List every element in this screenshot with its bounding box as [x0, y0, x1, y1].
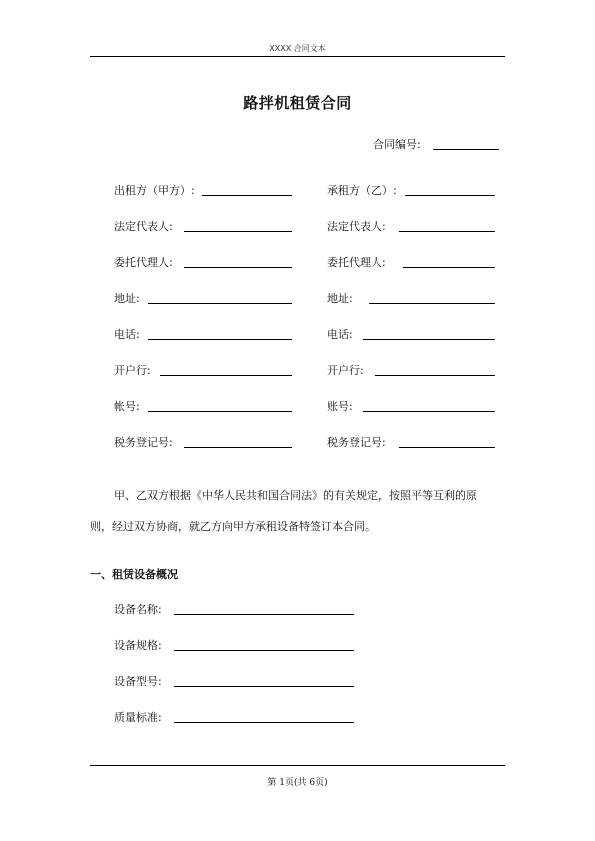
- lessor-address-field[interactable]: [148, 303, 292, 304]
- lessee-tax-no-field[interactable]: [399, 447, 495, 448]
- lessor-legal-rep-label: 法定代表人:: [114, 220, 173, 233]
- lessor-name-label: 出租方（甲方）:: [114, 184, 195, 197]
- lessor-legal-rep-field[interactable]: [184, 231, 292, 232]
- lessor-account-field[interactable]: [148, 411, 292, 412]
- lessee-legal-rep-field[interactable]: [399, 231, 495, 232]
- lessee-address-label: 地址:: [327, 292, 353, 305]
- lessor-bank-field[interactable]: [160, 375, 292, 376]
- lessee-phone-label: 电话:: [327, 328, 353, 341]
- equipment-name-label: 设备名称:: [114, 603, 162, 616]
- contract-no-label: 合同编号:: [373, 138, 421, 151]
- lessee-agent-label: 委托代理人:: [327, 256, 386, 269]
- lessor-agent-field[interactable]: [184, 267, 292, 268]
- lessor-address-label: 地址:: [114, 292, 140, 305]
- lessor-phone-label: 电话:: [114, 328, 140, 341]
- lessor-tax-no-label: 税务登记号:: [114, 436, 173, 449]
- lessor-phone-field[interactable]: [148, 339, 292, 340]
- equipment-spec-field[interactable]: [174, 650, 354, 651]
- footer-rule: [90, 765, 505, 766]
- equipment-name-field[interactable]: [174, 614, 354, 615]
- header-rule: [90, 56, 505, 57]
- lessee-legal-rep-label: 法定代表人:: [327, 220, 386, 233]
- lessor-bank-label: 开户行:: [114, 364, 151, 377]
- preamble-line-1: 甲、乙双方根据《中华人民共和国合同法》的有关规定，按照平等互利的原: [114, 489, 477, 502]
- lessor-tax-no-field[interactable]: [184, 447, 292, 448]
- running-header: XXXX 合同文本: [269, 44, 326, 53]
- quality-standard-label: 质量标准:: [114, 711, 162, 724]
- contract-no-field[interactable]: [433, 149, 499, 150]
- equipment-spec-label: 设备规格:: [114, 639, 162, 652]
- lessee-tax-no-label: 税务登记号:: [327, 436, 386, 449]
- lessee-phone-field[interactable]: [363, 339, 495, 340]
- section-heading-equipment: 一、租赁设备概况: [90, 568, 178, 581]
- quality-standard-field[interactable]: [174, 722, 354, 723]
- lessor-account-label: 帐号:: [114, 400, 140, 413]
- lessor-agent-label: 委托代理人:: [114, 256, 173, 269]
- lessee-account-label: 账号:: [327, 400, 353, 413]
- page-number: 第 1页(共 6页): [267, 778, 328, 788]
- lessor-name-field[interactable]: [202, 195, 292, 196]
- equipment-model-label: 设备型号:: [114, 675, 162, 688]
- lessee-name-label: 承租方（乙）:: [327, 184, 397, 197]
- lessee-name-field[interactable]: [405, 195, 495, 196]
- lessee-bank-label: 开户行:: [327, 364, 364, 377]
- preamble-line-2: 则，经过双方协商，就乙方向甲方承租设备特签订本合同。: [90, 520, 376, 533]
- lessee-bank-field[interactable]: [375, 375, 495, 376]
- lessee-account-field[interactable]: [363, 411, 495, 412]
- document-title: 路拌机租赁合同: [243, 94, 352, 112]
- equipment-model-field[interactable]: [174, 686, 354, 687]
- lessee-agent-field[interactable]: [403, 267, 495, 268]
- lessee-address-field[interactable]: [369, 303, 495, 304]
